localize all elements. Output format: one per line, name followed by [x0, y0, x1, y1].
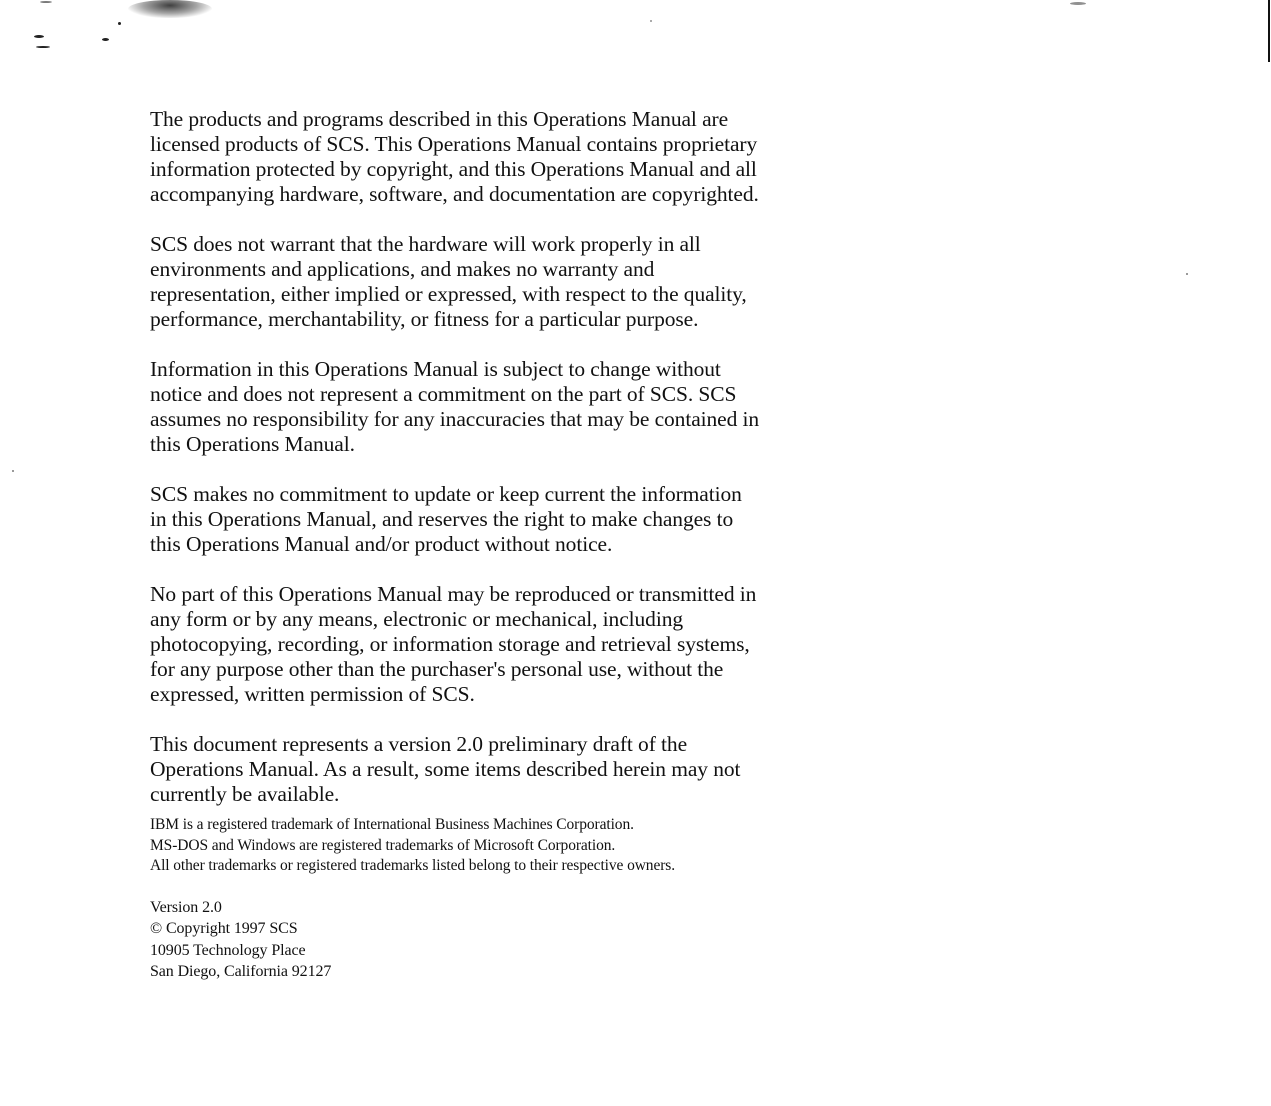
- scan-speck: [36, 46, 50, 48]
- scan-speck: [650, 20, 652, 22]
- reproduction-paragraph: No part of this Operations Manual may be reproduced or transmitted in any form or by any means, electronic or mechanical, including photocopying, recording, or information storage and retrieval systems, for any purpose other than the purchaser's personal use, without the expressed, written permission of SCS.: [150, 582, 757, 706]
- draft-paragraph: This document represents a version 2.0 preliminary draft of the Operations Manual. As a result, some items described herein may not currently be available.: [150, 732, 741, 806]
- scan-edge-line: [1268, 0, 1270, 62]
- scan-speck: [102, 38, 109, 41]
- address-city: San Diego, California 92127: [150, 963, 332, 980]
- scan-speck: [1186, 273, 1188, 275]
- version-label: Version 2.0: [150, 898, 222, 916]
- scan-speck: [1070, 2, 1086, 5]
- copyright-line: © Copyright 1997 SCS: [150, 920, 298, 937]
- warranty-paragraph: SCS does not warrant that the hardware will work properly in all environments and applications, and makes no warranty and representation, either implied or expressed, with respect to the quality, performance, merchantability, or fitness for a particular purpose.: [150, 232, 747, 331]
- update-paragraph: SCS makes no commitment to update or keep current the information in this Operations Manual, and reserves the right to make changes to this Operations Manual and/or product without notice.: [150, 482, 742, 556]
- change-notice-paragraph: Information in this Operations Manual is subject to change without notice and does not represent a commitment on the part of SCS. SCS assumes no responsibility for any inaccuracies that may be contained in this Operations Manual.: [150, 357, 760, 456]
- address-street: 10905 Technology Place: [150, 941, 306, 959]
- trademark-ibm: IBM is a registered trademark of International Business Machines Corporation.: [150, 816, 634, 833]
- legal-notice: [150, 107, 760, 983]
- trademark-microsoft: MS-DOS and Windows are registered trademarks of Microsoft Corporation.: [150, 836, 616, 854]
- trademark-notices: [150, 815, 760, 877]
- license-paragraph: The products and programs described in this Operations Manual are licensed products of SCS. This Operations Manual contains proprietary information protected by copyright, and this Operations Manual and all accompanying hardware, software, and documentation are copyrighted.: [150, 107, 759, 206]
- scan-smudge: [128, 0, 212, 18]
- scan-speck: [118, 22, 121, 25]
- scan-speck: [12, 470, 14, 472]
- trademark-other: All other trademarks or registered trademarks listed belong to their respective owners.: [150, 857, 676, 874]
- scan-speck: [34, 35, 44, 38]
- version-block: [150, 897, 760, 983]
- scan-speck: [40, 1, 52, 3]
